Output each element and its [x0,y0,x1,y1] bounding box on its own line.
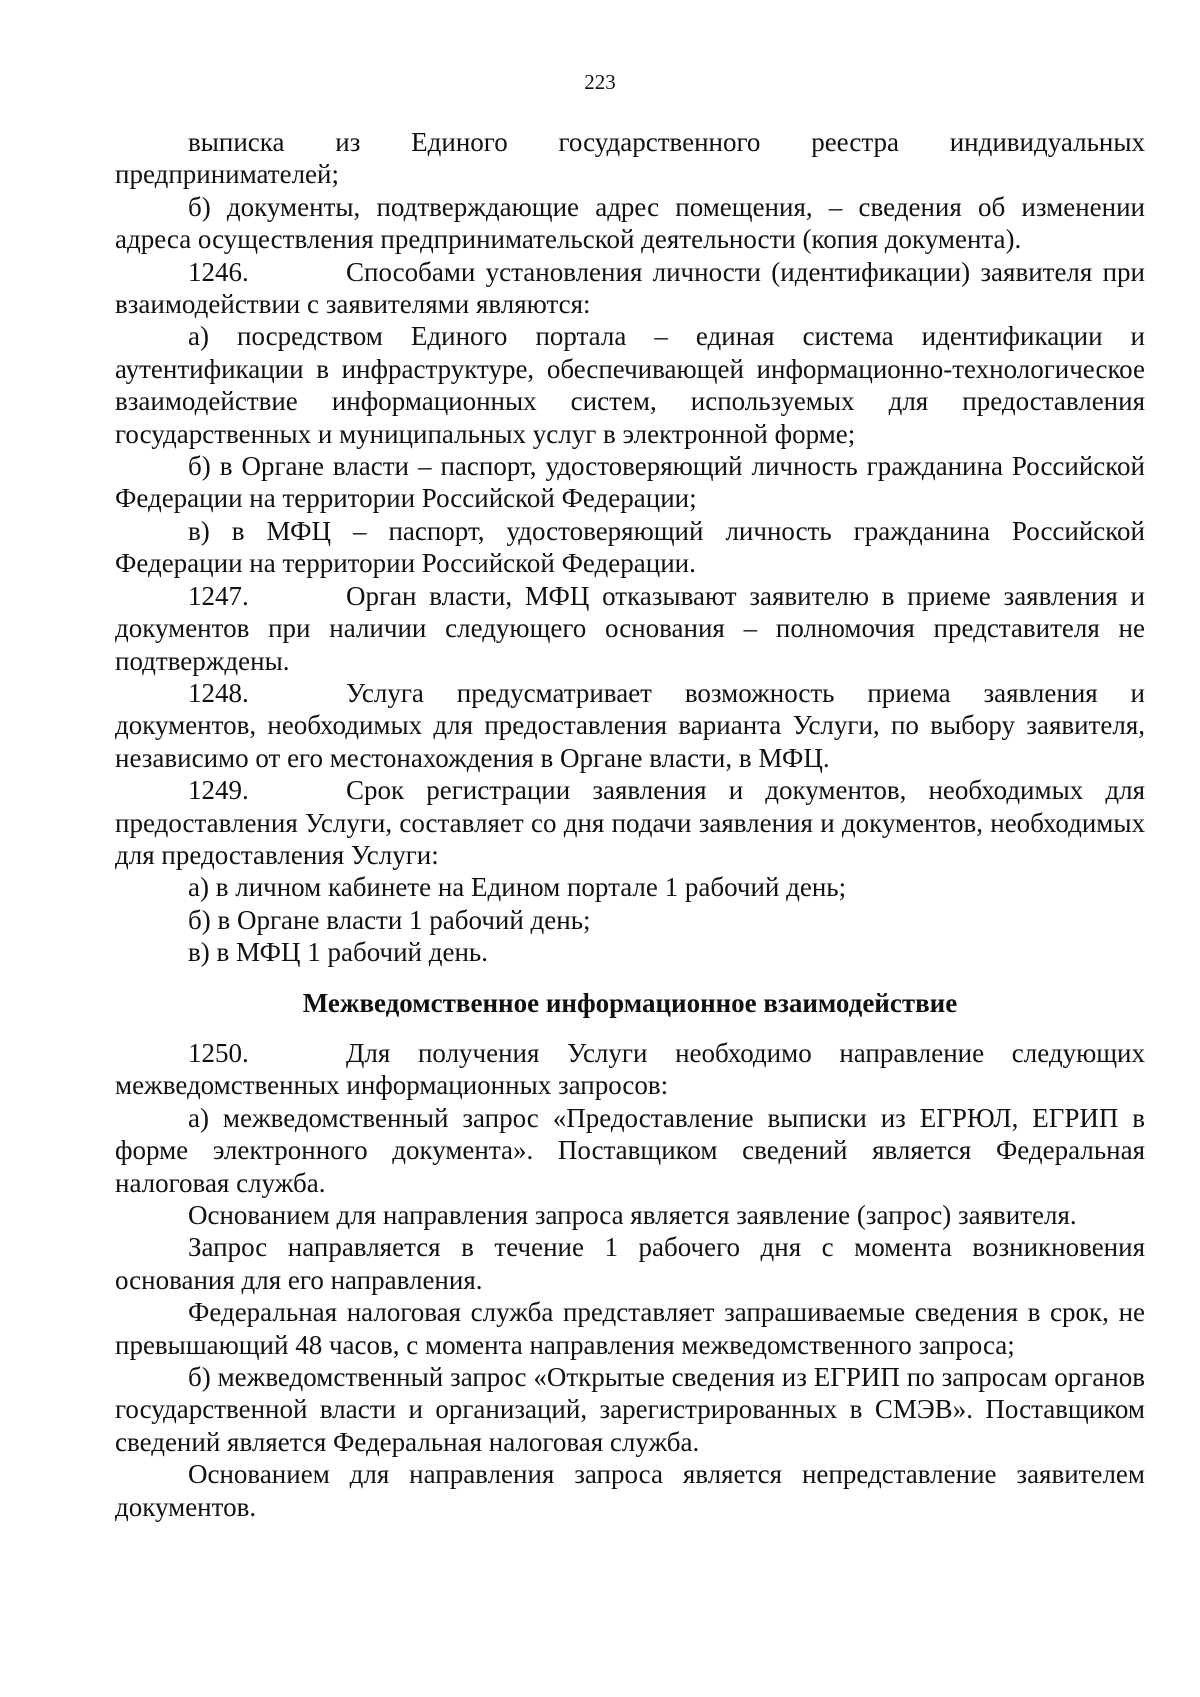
paragraph [115,256,1145,321]
paragraph-text: а) межведомственный запрос «Предоставление выписки из ЕГРЮЛ, ЕГРИП в форме электронного документа». Поставщиком сведений является Федеральная налоговая служба. [115,1102,1145,1198]
paragraphs-before-heading [115,126,1145,969]
paragraph [115,320,1145,450]
paragraph [115,450,1145,515]
clause-number: 1246. [188,256,249,287]
clause-number: 1247. [188,580,249,611]
paragraph-text: б) межведомственный запрос «Открытые сведения из ЕГРИП по запросам органов государственной власти и организаций, зарегистрированных в СМЭВ». Поставщиком сведений является Федеральная налоговая служба. [115,1362,1145,1457]
paragraph [115,677,1145,774]
document-body [115,126,1145,1523]
paragraph-text: Срок регистрации заявления и документов, необходимых для предоставления Услуги, составляет со дня подачи заявления и документов, необходимых для предоставления Услуги: [115,775,1145,870]
paragraph-text: Орган власти, МФЦ отказывают заявителю в приеме заявления и документов при наличии следующего основания – полномочия представителя не подтверждены. [115,580,1145,676]
section-heading: Межведомственное информационное взаимодействие [302,987,958,1018]
paragraph-text: Запрос направляется в течение 1 рабочего дня с момента возникновения основания для его направления. [115,1232,1145,1295]
paragraph-text: Способами установления личности (идентификации) заявителя при взаимодействии с заявителями являются: [115,256,1145,320]
paragraph-text: в) в МФЦ – паспорт, удостоверяющий личность гражданина Российской Федерации на территории Российской Федерации. [115,515,1145,579]
paragraph-text: б) в Органе власти 1 рабочий день; [188,904,591,935]
paragraph-text: Для получения Услуги необходимо направление следующих межведомственных информационных запросов: [115,1037,1145,1101]
paragraph-text: Основанием для направления запроса является заявление (запрос) заявителя. [188,1200,1077,1230]
paragraph [115,1361,1145,1458]
clause-number: 1249. [188,775,249,806]
paragraph-text: Услуга предусматривает возможность приема заявления и документов, необходимых для предоставления варианта Услуги, по выбору заявителя, независимо от его местонахождения в Органе власти, в МФЦ. [115,677,1145,773]
paragraph-text: а) посредством Единого портала – единая система идентификации и аутентификации в инфраструктуре, обеспечивающей информационно-технологическое взаимодействие информационных систем, используемых для предоставления государственных и муниципальных услуг в электронной форме; [115,321,1145,449]
paragraph-text: Федеральная налоговая служба представляет запрашиваемые сведения в срок, не превышающий 48 часов, с момента направления межведомственного запроса; [115,1297,1145,1360]
paragraph [115,1458,1145,1523]
paragraph [115,936,1145,968]
paragraph [115,126,1145,191]
paragraph [115,580,1145,677]
paragraph [115,1102,1145,1199]
clause-number: 1250. [188,1037,249,1068]
paragraph [115,904,1145,936]
paragraph [115,774,1145,871]
clause-number: 1248. [188,677,249,708]
paragraph [115,871,1145,903]
paragraphs-after-heading [115,1037,1145,1523]
paragraph-text: б) в Органе власти – паспорт, удостоверяющий личность гражданина Российской Федерации на территории Российской Федерации; [115,451,1145,514]
paragraph [115,1037,1145,1102]
paragraph [115,1199,1145,1231]
paragraph [115,1231,1145,1296]
paragraph-text: а) в личном кабинете на Едином портале 1 рабочий день; [188,872,847,903]
paragraph [115,191,1145,256]
paragraph [115,515,1145,580]
paragraph [115,1296,1145,1361]
paragraph-text: б) документы, подтверждающие адрес помещения, – сведения об изменении адреса осуществления предпринимательской деятельности (копия документа). [115,191,1145,255]
paragraph-text: выписка из Единого государственного реестра индивидуальных предпринимателей; [115,127,1145,190]
paragraph-text: в) в МФЦ 1 рабочий день. [188,937,488,968]
paragraph-text: Основанием для направления запроса является непредставление заявителем документов. [115,1459,1145,1522]
page-number: 223 [584,70,616,94]
